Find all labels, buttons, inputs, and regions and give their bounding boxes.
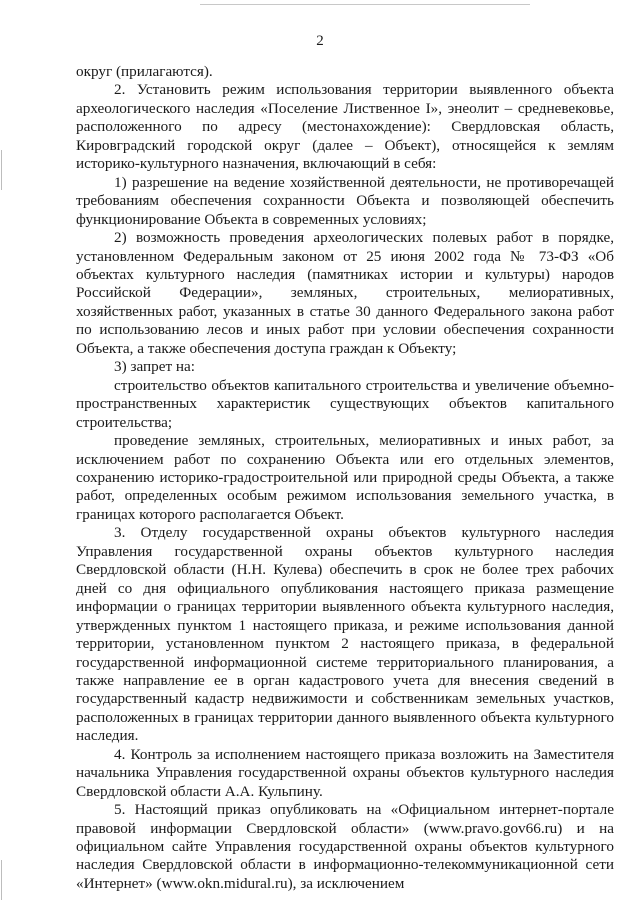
paragraph-prohibition-construction: строительство объектов капитального строительства и увеличение объемно-пространственных характеристик существующих объектов капитального строительства; <box>76 376 614 431</box>
paragraph-prohibition-works: проведение земляных, строительных, мелиоративных и иных работ, за исключением работ по сохранению Объекта или его отдельных элементов, сохранению историко-градостроительной или природной среды Объекта, а также работ, определенных особым режимом использования земельного участка, в границах которого располагается Объект. <box>76 432 614 523</box>
paragraph-item-4: 4. Контроль за исполнением настоящего приказа возложить на Заместителя начальника Управления государственной охраны объектов культурного наследия Свердловской области А.А. Кульпину. <box>76 745 614 800</box>
paragraph-subitem-2: 2) возможность проведения археологических полевых работ в порядке, установленном Федеральным законом от 25 июня 2002 года № 73-ФЗ «Об объектах культурного наследия (памятниках истории и культуры) народов Российской Федерации», земляных, строительных, мелиоративных, хозяйственных работ, указанных в статье 30 данного Федерального закона работ по использованию лесов и иных работ при условии обеспечения сохранности Объекта, а также обеспечения доступа граждан к Объекту; <box>76 229 614 357</box>
paragraph-continuation: округ (прилагаются). <box>76 63 213 80</box>
paragraph-subitem-3: 3) запрет на: <box>114 358 195 376</box>
paragraph-subitem-1: 1) разрешение на ведение хозяйственной деятельности, не противоречащей требованиям обеспечения сохранности Объекта и позволяющей обеспечить функционирование Объекта в современных условиях; <box>76 173 614 228</box>
paragraph-item-3: 3. Отделу государственной охраны объектов культурного наследия Управления государственной охраны объектов культурного наследия Свердловской области (Н.Н. Кулева) обеспечить в срок не более трех рабочих дней со дня официального опубликования настоящего приказа размещение информации о границах территории выявленного объекта культурного наследия, утвержденных пунктом 1 настоящего приказа, и режиме использования данной территории, установленном пунктом 2 настоящего приказа, в федеральной государственной информационной системе территориального планирования, а также направление ее в орган кадастрового учета для внесения сведений в государственный кадастр недвижимости и собственникам земельных участков, расположенных в границах территории данного выявленного объекта культурного наследия. <box>76 524 614 745</box>
page-number: 2 <box>316 33 324 49</box>
paragraph-item-2: 2. Установить режим использования территории выявленного объекта археологического наследия «Поселение Лиственное I», энеолит – средневековье, расположенного по адресу (местонахождение): Свердловская область, Кировградский городской округ (далее – Объект), относящейся к землям историко-культурного назначения, включающий в себя: <box>76 81 614 173</box>
scan-margin-mark <box>1 860 2 900</box>
scan-margin-mark <box>1 150 2 190</box>
paragraph-item-5: 5. Настоящий приказ опубликовать на «Официальном интернет-портале правовой информации Свердловской области» (www.pravo.gov66.ru) и на официальном сайте Управления государственной охраны объектов культурного наследия Свердловской области в информационно-телекоммуникационной сети «Интернет» (www.okn.midural.ru), за исключением <box>76 801 614 892</box>
scan-top-edge-line <box>200 4 530 5</box>
document-body <box>76 63 614 893</box>
